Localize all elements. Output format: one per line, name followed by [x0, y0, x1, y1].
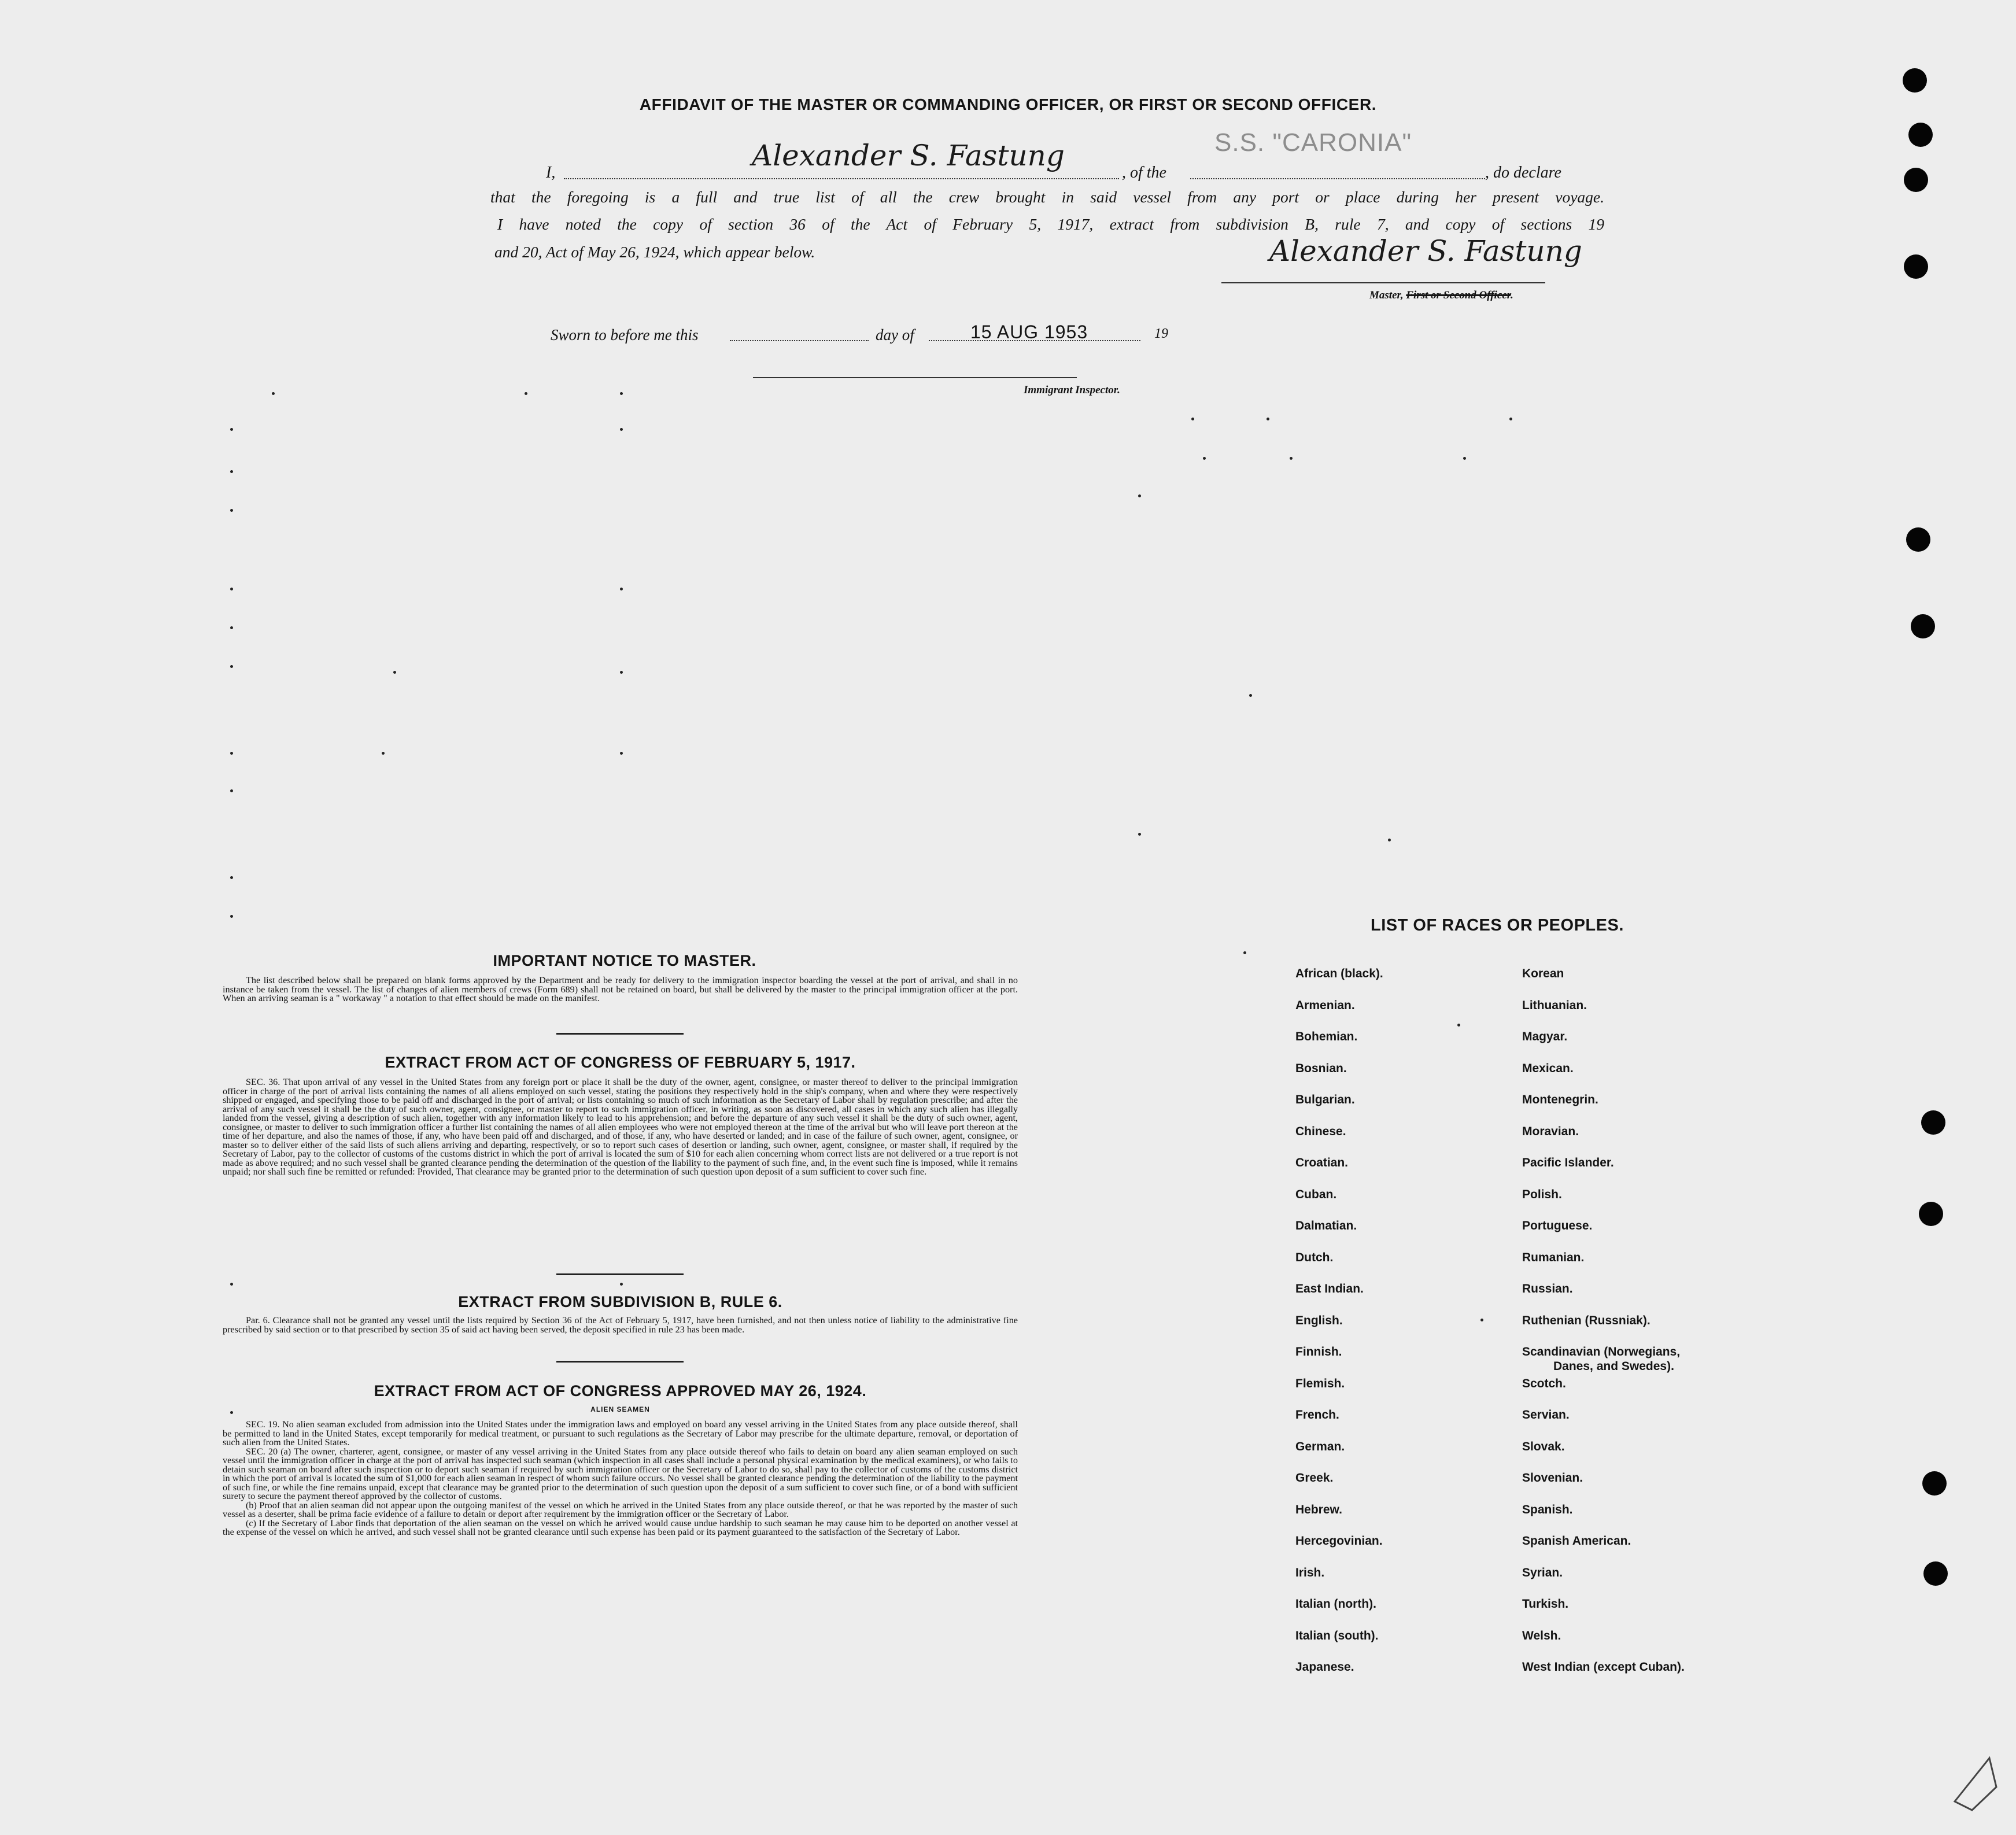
race-item: Bulgarian.: [1295, 1093, 1355, 1106]
affidavit-title: AFFIDAVIT OF THE MASTER OR COMMANDING OFFICER, OR FIRST OR SECOND OFFICER.: [639, 95, 1377, 113]
sworn-day-line: [730, 340, 869, 341]
punch-hole-icon: [1922, 1471, 1947, 1496]
punch-hole-icon: [1921, 1110, 1945, 1135]
race-item: French.: [1295, 1408, 1339, 1422]
notice-title: IMPORTANT NOTICE TO MASTER.: [493, 952, 756, 969]
races-title: LIST OF RACES OR PEOPLES.: [1371, 916, 1624, 935]
race-item: West Indian (except Cuban).: [1522, 1660, 1685, 1674]
race-item: Finnish.: [1295, 1345, 1342, 1358]
race-item: Greek.: [1295, 1471, 1334, 1485]
race-item: African (black).: [1295, 967, 1383, 980]
sworn-label: Sworn to before me this: [551, 326, 699, 344]
race-item: Hebrew.: [1295, 1502, 1342, 1516]
race-item: Lithuanian.: [1522, 998, 1587, 1012]
inspector-signature-line: [753, 377, 1077, 378]
punch-hole-icon: [1903, 68, 1927, 93]
extract-1924-sec20b: (b) Proof that an alien seaman did not appear upon the outgoing manifest of the vessel on which he arrived in the United States from any place outside thereof, or that he was reported by the master of such vessel as a deserter, shall be prima facie evidence of a failure to detain or deport after requirement by the immigration officer or the Secretary of Labor.: [223, 1500, 1018, 1519]
signer-title-struck: First or Second Officer: [1406, 289, 1511, 301]
year-prefix: 19: [1154, 326, 1168, 341]
of-the-label: , of the: [1122, 164, 1166, 182]
extract-1924-sec20a: SEC. 20 (a) The owner, charterer, agent, consignee, or master of any vessel arriving in the United States from any place outside thereof who fails to detain on board any alien seaman employed on such vessel until the immigration officer in charge at the port of arrival has inspected such seaman (which inspection in all cases shall include a personal physical examination by the medical examiners), or who fails to detain such seaman on board after such inspection or to deport such seaman if required by such immigration officer or the Secretary of Labor to do so, shall pay to the collector of customs of the customs district in which the port of arrival is located the sum of $1,000 for each alien seaman in respect of whom such failure occurs. No vessel shall be granted clearance pending the determination of the liability to the payment of such fine, or while the fine remains unpaid, except that clearance may be granted prior to the determination of such question upon the deposit of a sum sufficient to cover such fine, or of a bond with sufficient surety to secure the payment thereof approved by the collector of customs.: [223, 1446, 1018, 1501]
race-item: Russian.: [1522, 1282, 1573, 1295]
race-item: Syrian.: [1522, 1566, 1563, 1579]
section-divider: [556, 1273, 684, 1275]
race-item: Slovenian.: [1522, 1471, 1583, 1485]
race-item: Chinese.: [1295, 1124, 1346, 1138]
signer-title-prefix: Master,: [1369, 289, 1404, 301]
statement-line-1: that the foregoing is a full and true list of all the crew brought in said vessel from any port or place during her present voyage.: [490, 188, 1604, 206]
punch-hole-icon: [1906, 527, 1930, 552]
notice-body: The list described below shall be prepared on blank forms approved by the Department and be ready for delivery to the immigration inspector boarding the vessel at the port of arrival, and shall in no instance be taken from the vessel. The list of changes of alien members of crews (Form 689) shall not be retained on board, but shall be delivered by the master to the principal immigration officer at the port. When an arriving seaman is a " workaway " a notation to that effect should be made on the manifest.: [223, 975, 1018, 1003]
race-item: Portuguese.: [1522, 1219, 1593, 1232]
race-item: Scandinavian (Norwegians,: [1522, 1345, 1681, 1358]
race-item: Cuban.: [1295, 1187, 1337, 1201]
race-item: Rumanian.: [1522, 1250, 1585, 1264]
day-of-label: day of: [876, 326, 914, 344]
race-item: Croatian.: [1295, 1156, 1349, 1169]
race-item: Montenegrin.: [1522, 1093, 1598, 1106]
race-item-continuation: Danes, and Swedes).: [1553, 1360, 1674, 1373]
page-corner-fold-icon: [1949, 1747, 2001, 1816]
race-item: Mexican.: [1522, 1061, 1574, 1075]
race-item: Dalmatian.: [1295, 1219, 1357, 1232]
extract-rule6-title: EXTRACT FROM SUBDIVISION B, RULE 6.: [458, 1293, 782, 1310]
race-item: Irish.: [1295, 1566, 1325, 1579]
race-item: Spanish.: [1522, 1502, 1573, 1516]
race-item: Japanese.: [1295, 1660, 1354, 1674]
do-declare-label: , do declare: [1485, 164, 1561, 182]
race-item: Italian (south).: [1295, 1629, 1379, 1642]
race-item: Turkish.: [1522, 1597, 1569, 1611]
race-item: East Indian.: [1295, 1282, 1364, 1295]
master-signature-line: [1221, 282, 1545, 283]
race-item: Bosnian.: [1295, 1061, 1347, 1075]
race-item: Magyar.: [1522, 1030, 1568, 1043]
race-item: German.: [1295, 1439, 1345, 1453]
punch-hole-icon: [1919, 1202, 1943, 1226]
race-item: Servian.: [1522, 1408, 1570, 1422]
punch-hole-icon: [1904, 168, 1928, 192]
extract-1924-body: [223, 1420, 1018, 1537]
extract-1924-sec19: SEC. 19. No alien seaman excluded from admission into the United States under the immigration laws and employed on board any vessel arriving in the United States from any place outside thereof, shall be permitted to land in the United States, except temporarily for medical treatment, or pursuant to such regulations as the Secretary of Labor may prescribe for the ultimate departure, removal, or deportation of such alien from the United States.: [223, 1419, 1018, 1448]
inspector-label: Immigrant Inspector.: [1024, 384, 1120, 396]
punch-hole-icon: [1911, 614, 1935, 638]
extract-rule6-body: Par. 6. Clearance shall not be granted any vessel until the lists required by Section 36 of the Act of February 5, 1917, have been furnished, and not then unless notice of liability to the administrative fine prescribed by said section or to that prescribed by section 35 of said act having been served, the deposit specified in rule 23 has been made.: [223, 1315, 1018, 1335]
race-item: Flemish.: [1295, 1376, 1345, 1390]
affiant-signature: Alexander S. Fastung: [752, 139, 1065, 172]
race-item: Italian (north).: [1295, 1597, 1376, 1611]
race-item: Slovak.: [1522, 1439, 1565, 1453]
statement-line-2: I have noted the copy of section 36 of the Act of February 5, 1917, extract from subdivision B, rule 7, and copy of sections 19: [497, 215, 1604, 233]
extract-1924-title: EXTRACT FROM ACT OF CONGRESS APPROVED MAY 26, 1924.: [374, 1382, 867, 1400]
affidavit-i-label: I,: [546, 164, 556, 182]
signer-title: [1369, 289, 1513, 302]
extract-1924-sec20c: (c) If the Secretary of Labor finds that deportation of the alien seaman on the vessel on which he arrived would cause undue hardship to such seaman he may cause him to be deported on another vessel at the expense of the vessel on which he arrived, and such vessel shall not be granted clearance until such expense has been paid or its payment guaranteed to the satisfaction of the Secretary of Labor.: [223, 1518, 1018, 1537]
punch-hole-icon: [1908, 123, 1933, 147]
race-item: Moravian.: [1522, 1124, 1579, 1138]
signer-title-suffix: .: [1511, 289, 1513, 301]
race-item: Polish.: [1522, 1187, 1562, 1201]
section-divider: [556, 1361, 684, 1363]
punch-hole-icon: [1904, 254, 1928, 279]
affiant-name-line: [564, 178, 1119, 179]
master-signature: Alexander S. Fastung: [1269, 234, 1582, 268]
vessel-name-line: [1190, 178, 1485, 179]
race-item: Dutch.: [1295, 1250, 1334, 1264]
race-item: Pacific Islander.: [1522, 1156, 1614, 1169]
vessel-name-stamp: S.S. "CARONIA": [1214, 128, 1412, 157]
race-item: Ruthenian (Russniak).: [1522, 1313, 1651, 1327]
extract-1924-subtitle: ALIEN SEAMEN: [590, 1405, 650, 1413]
extract-1917-title: EXTRACT FROM ACT OF CONGRESS OF FEBRUARY 5, 1917.: [385, 1054, 856, 1071]
race-item: Hercegovinian.: [1295, 1534, 1383, 1548]
race-item: English.: [1295, 1313, 1343, 1327]
statement-line-3: and 20, Act of May 26, 1924, which appear below.: [494, 243, 815, 261]
date-stamp: 15 AUG 1953: [970, 322, 1088, 342]
race-item: Spanish American.: [1522, 1534, 1631, 1548]
section-divider: [556, 1033, 684, 1035]
race-item: Korean: [1522, 967, 1564, 980]
race-item: Welsh.: [1522, 1629, 1561, 1642]
race-item: Bohemian.: [1295, 1030, 1358, 1043]
punch-hole-icon: [1923, 1561, 1948, 1586]
extract-1917-body: SEC. 36. That upon arrival of any vessel in the United States from any foreign port or place it shall be the duty of the owner, agent, consignee, or master thereof to deliver to the principal immigration officer in charge of the port of arrival lists containing the names of all aliens employed on such vessel, stating the positions they respectively hold in the ship's company, when and where they were respectively shipped or engaged, and specifying those to be paid off and discharged in the port of arrival; or lists containing so much of such information as the Secretary of Labor shall by regulation prescribe; and after the arrival of any such vessel it shall be the duty of such owner, agent, consignee, or master to report to such immigration officer, in writing, as soon as discovered, all cases in which any such alien has illegally landed from the vessel, giving a description of such alien, together with any information likely to lead to his apprehension; and before the departure of any such vessel it shall be the duty of such owner, agent, consignee, or master to deliver to such immigration officer a further list containing the names of all alien employees who were not employed thereon at the time of the arrival but who will leave port thereon at the time of her departure, and also the names of those, if any, who have been paid off and discharged, and of those, if any, who have deserted or landed; and in case of the failure of such owner, agent, consignee, or master so to deliver either of the said lists of such aliens arriving and departing, respectively, or so to report such cases of desertion or landing, such owner, agent, consignee, or master shall, if required by the Secretary of Labor, pay to the collector of customs of the customs district in which the port of arrival is located the sum of $10 for each alien concerning whom correct lists are not delivered or a true report is not made as above required; and no such vessel shall be granted clearance pending the determination of the question of the liability to the payment of such fine, and, in the event such fine is imposed, while it remains unpaid; nor shall such fine be remitted or refunded: Provided, That clearance may be granted prior to the determination of such question upon deposit of a sum sufficient to cover such fine.: [223, 1077, 1018, 1177]
race-item: Armenian.: [1295, 998, 1355, 1012]
race-item: Scotch.: [1522, 1376, 1566, 1390]
